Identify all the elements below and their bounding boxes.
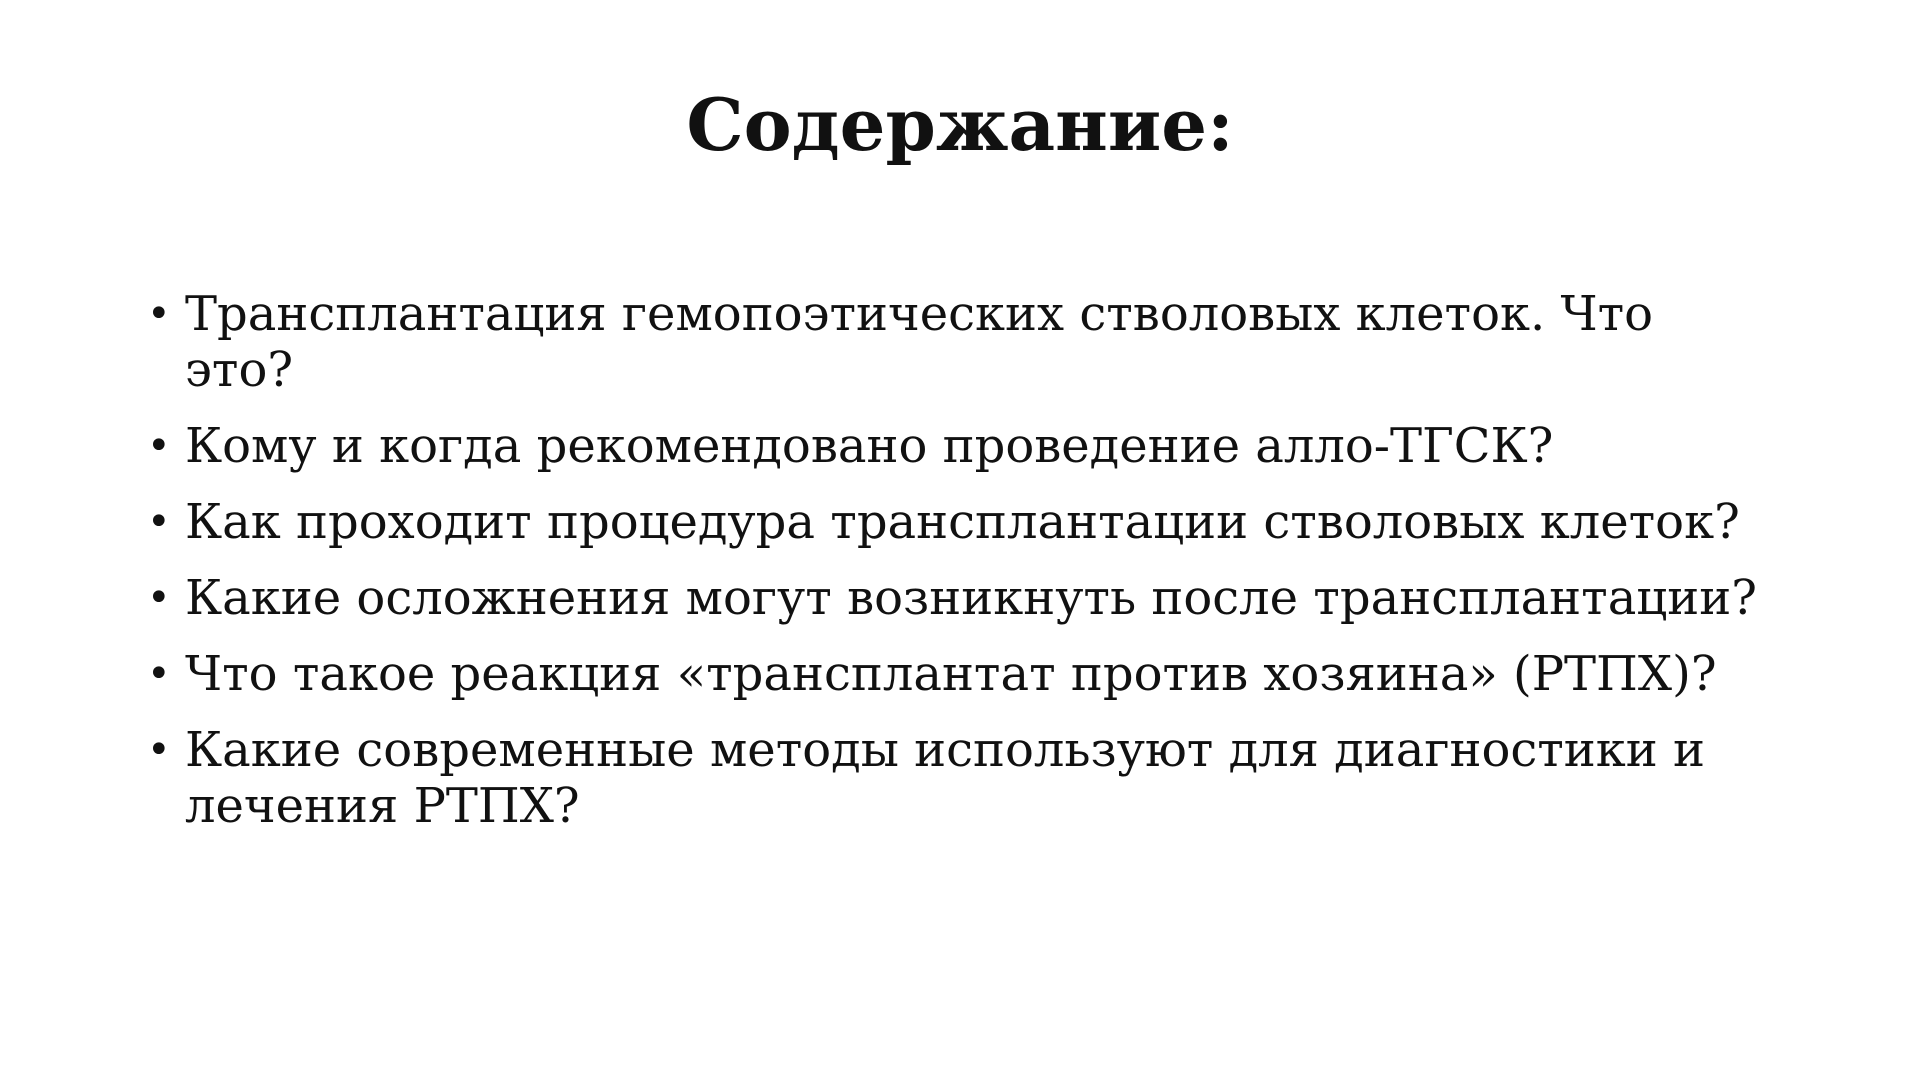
list-item (145, 570, 1765, 626)
list-item-text: Трансплантация гемопоэтических стволовых клеток. Что это? (185, 286, 1654, 398)
slide-title: Содержание: (686, 82, 1234, 167)
bullet-icon: • (147, 291, 171, 337)
list-item-text: Какие осложнения могут возникнуть после трансплантации? (185, 570, 1757, 626)
bullet-icon: • (147, 651, 171, 697)
list-item-text: Что такое реакция «трансплантат против хозяина» (РТПХ)? (185, 646, 1717, 702)
list-item (145, 286, 1765, 398)
list-item (145, 418, 1765, 474)
list-item-text: Как проходит процедура трансплантации стволовых клеток? (185, 494, 1740, 550)
bullet-icon: • (147, 499, 171, 545)
list-item (145, 646, 1765, 702)
bullet-icon: • (147, 423, 171, 469)
bullet-icon: • (147, 575, 171, 621)
list-item (145, 494, 1765, 550)
list-item-text: Кому и когда рекомендовано проведение алло-ТГСК? (185, 418, 1554, 474)
contents-list (145, 286, 1765, 854)
list-item-text: Какие современные методы используют для диагностики и лечения РТПХ? (185, 722, 1706, 834)
list-item (145, 722, 1765, 834)
bullet-icon: • (147, 727, 171, 773)
